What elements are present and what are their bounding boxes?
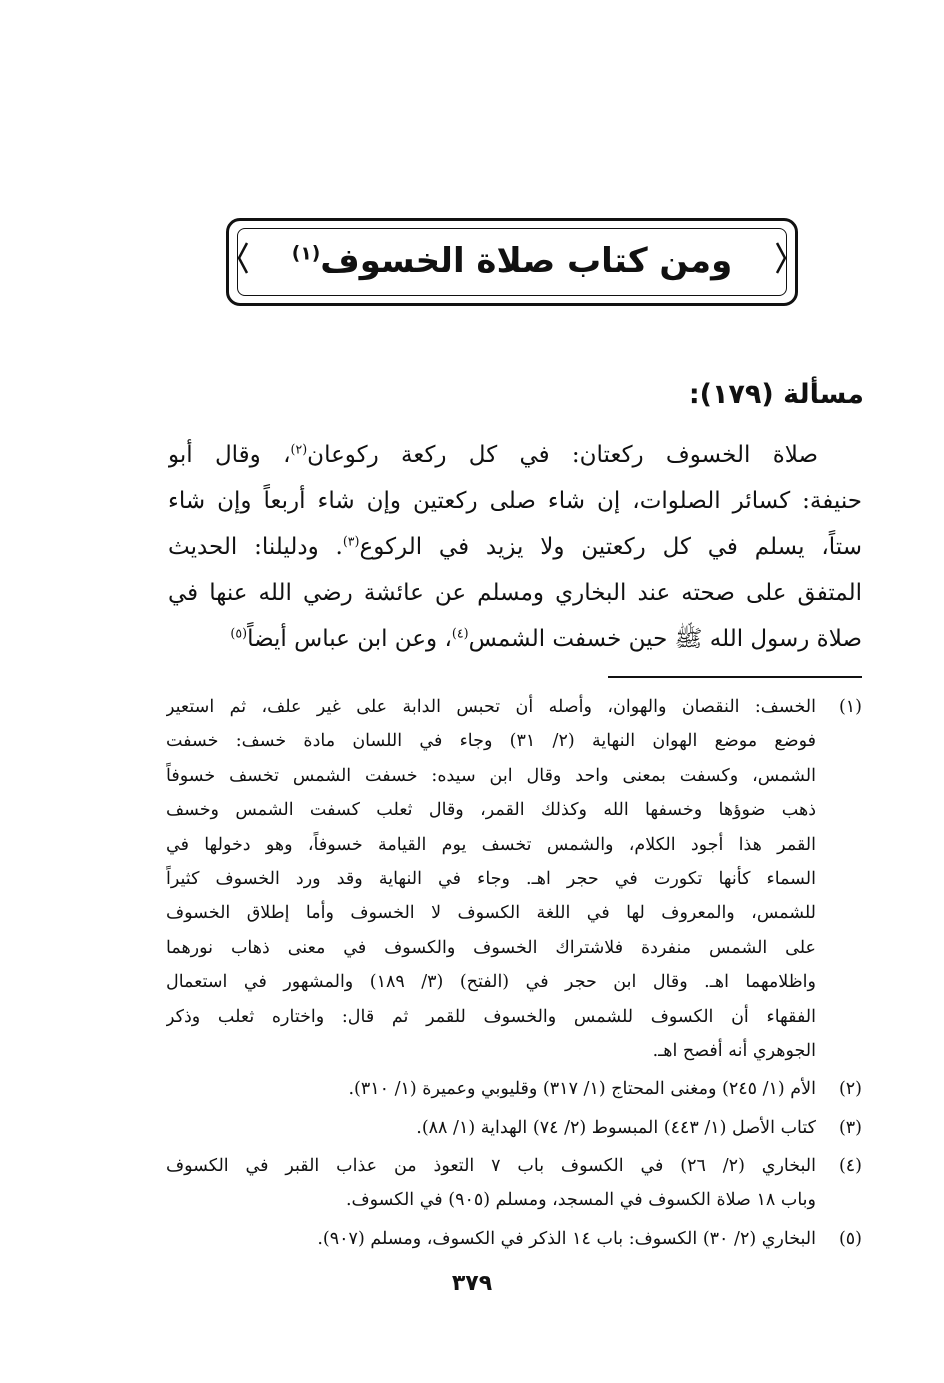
footnote-line: على الشمس منفردة فلاشتراك الخسوف والكسوف في معنى ذهاب نورهما <box>166 937 816 958</box>
body-line-5-text: صلاة رسول الله ﷺ حين خسفت الشمس <box>468 626 862 652</box>
footnote-line: البخاري (٢/ ٣٠) الكسوف: باب ١٤ الذكر في الكسوف، ومسلم (٩٠٧). <box>317 1228 816 1249</box>
footnote-separator <box>608 676 862 678</box>
body-line-2: حنيفة: كسائر الصلوات، إن شاء صلى ركعتين وإن شاء أربعاً وإن شاء <box>168 488 862 514</box>
chapter-title-frame <box>226 218 798 306</box>
body-line-1-tail: ، وقال أبو <box>168 442 291 468</box>
footnote-number: (٥) <box>838 1228 862 1249</box>
chapter-footnote-ref[interactable]: (١) <box>291 243 321 265</box>
footnote-number: (١) <box>838 697 862 717</box>
footnote-3 <box>166 1111 862 1145</box>
footnote-number: (٣) <box>838 1117 862 1138</box>
page-number: ٣٧٩ <box>451 1271 493 1296</box>
footnote-ref-3[interactable]: (٣) <box>342 533 360 549</box>
footnote-line: الفقهاء أن الكسوف للشمس والخسوف للقمر ثم قال: واختاره ثعلب وذكر <box>166 1006 816 1027</box>
footnote-line: ذهب ضوؤها وخسفها الله وكذلك القمر، وقال ثعلب كسفت الشمس وخسف <box>166 800 816 821</box>
footnote-line: البخاري (٢/ ٢٦) في الكسوف باب ٧ التعوذ من عذاب القبر في الكسوف <box>166 1156 816 1177</box>
footnote-1 <box>166 690 862 1068</box>
footnote-5 <box>166 1222 862 1256</box>
footnote-line: وباب ١٨ صلاة الكسوف في المسجد، ومسلم (٩٠٥) في الكسوف. <box>345 1190 816 1211</box>
footnote-ref-2[interactable]: (٢) <box>290 441 308 457</box>
footnote-line: الجوهري أنه أفصح اهـ. <box>652 1040 816 1061</box>
body-line-1 <box>168 432 862 478</box>
body-paragraph <box>168 432 862 662</box>
body-line-3-tail: . ودليلنا: الحديث <box>168 534 343 560</box>
footnote-line: كتاب الأصل (١/ ٤٤٣) المبسوط (٢/ ٧٤) الهداية (١/ ٨٨). <box>416 1117 816 1138</box>
footnote-ref-4[interactable]: (٤) <box>451 625 469 641</box>
issue-heading: مسألة (١٧٩): <box>688 379 864 410</box>
footnote-2 <box>166 1072 862 1106</box>
footnote-number: (٢) <box>838 1079 862 1100</box>
footnote-line: الشمس، وكسفت بمعنى واحد وقال ابن سيده: خسفت الشمس تخسف خسوفاً <box>166 765 816 786</box>
footnote-4 <box>166 1149 862 1218</box>
footnote-line: واظلامهما اهـ. وقال ابن حجر في (الفتح) (٣/ ١٨٩) والمشهور في استعمال <box>166 972 816 993</box>
footnote-line: الأم (١/ ٢٤٥) ومغنى المحتاج (١/ ٣١٧) وقليوبي وعميرة (١/ ٣١٠). <box>348 1079 816 1100</box>
body-line-5 <box>168 616 862 662</box>
footnote-line: القمر هذا أجود الكلام، والشمس تخسف يوم القيامة خسوفاً، وهو دخولها في <box>166 834 816 855</box>
footnote-line: السماء كأنها تكورت في حجر اهـ. وجاء في النهاية وقد ورد الخسوف كثيراً <box>166 868 816 889</box>
footnote-line: للشمس، والمعروف لها في اللغة الكسوف لا الخسوف وأما إطلاق الخسوف <box>166 903 816 924</box>
body-line-3-text: ستاً، يسلم في كل ركعتين ولا يزيد في الركوع <box>359 534 862 560</box>
chapter-title-text: ومن كتاب صلاة الخسوف <box>320 241 733 281</box>
body-line-1-text: صلاة الخسوف ركعتان: في كل ركعة ركوعان <box>307 442 818 468</box>
footnote-ref-5[interactable]: (٥) <box>230 625 248 641</box>
body-line-4: المتفق على صحته عند البخاري ومسلم عن عائشة رضي الله عنها في <box>168 580 862 606</box>
chapter-title <box>229 241 795 281</box>
footnote-line: فوضع موضع الهوان النهاية (٢/ ٣١) وجاء في اللسان مادة خسف: خسفت <box>166 731 816 752</box>
footnotes <box>166 690 862 1256</box>
footnote-number: (٤) <box>838 1156 862 1177</box>
body-line-3 <box>168 524 862 570</box>
footnote-line: الخسف: النقصان والهوان، وأصله أن تحبس الدابة على غير علف، ثم استعير <box>166 697 816 717</box>
body-line-5-tail: ، وعن ابن عباس أيضاً <box>247 626 452 652</box>
